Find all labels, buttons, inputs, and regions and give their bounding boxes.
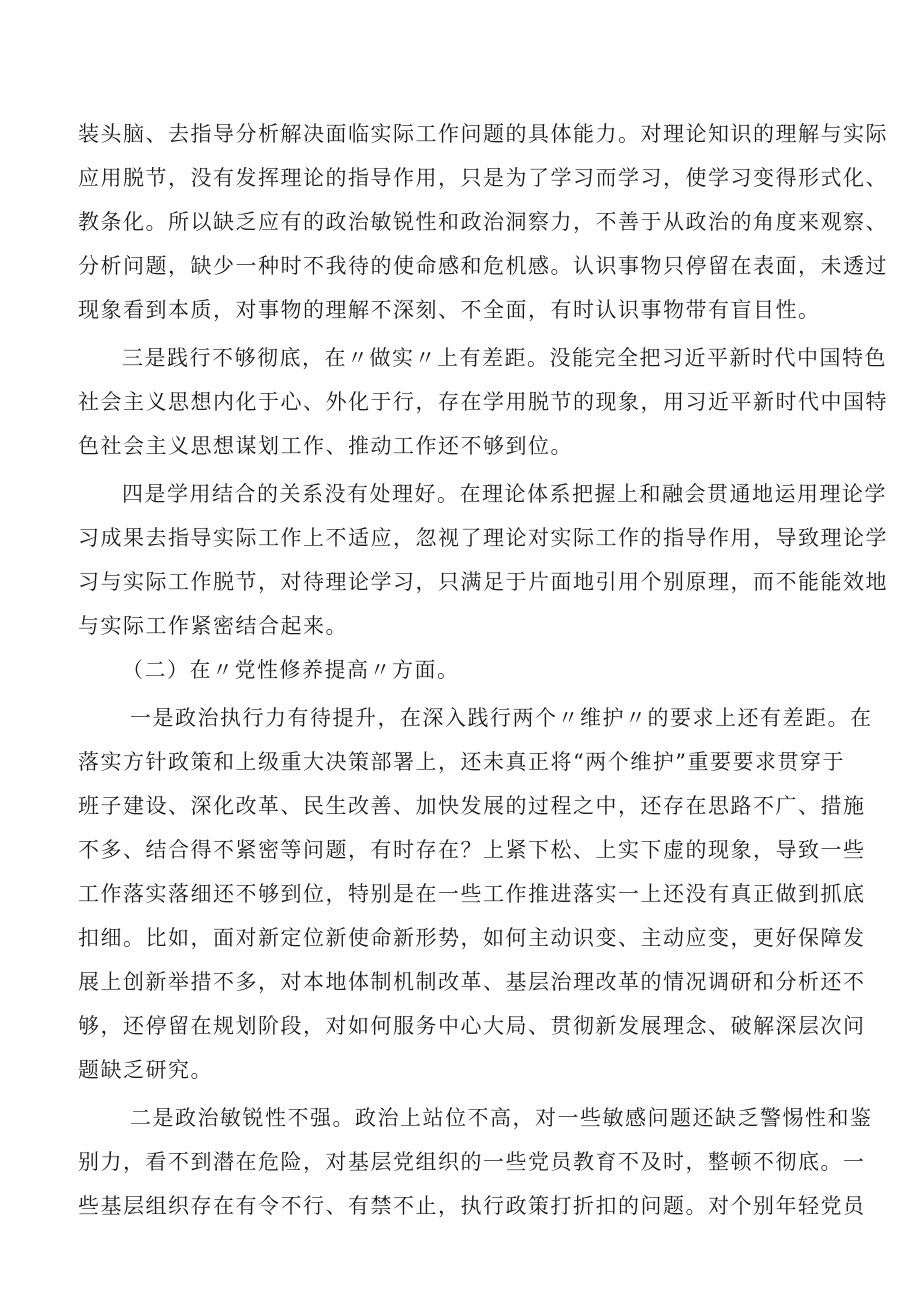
paragraph-4-line-4: 不多、结合得不紧密等问题，有时存在？上紧下松、上实下虚的现象，导致一些 [78, 838, 866, 862]
paragraph-3-line-4: 与实际工作紧密结合起来。 [78, 614, 348, 638]
paragraph-4-line-2: 落实方针政策和上级重大决策部署上，还未真正将“两个维护”重要要求贯穿于 [78, 750, 845, 774]
paragraph-3-line-3: 习与实际工作脱节，对待理论学习，只满足于片面地引用个别原理，而不能能效地 [78, 570, 888, 594]
paragraph-5-line-1: 二是政治敏锐性不强。政治上站位不高，对一些敏感问题还缺乏警惕性和鉴 [130, 1106, 873, 1130]
paragraph-4-line-1: 一是政治执行力有待提升，在深入践行两个〃维护〃的要求上还有差距。在 [130, 706, 873, 730]
paragraph-1-line-4: 分析问题，缺少一种时不我待的使命感和危机感。认识事物只停留在表面，未透过 [78, 254, 888, 278]
paragraph-4-line-5: 工作落实落细还不够到位，特别是在一些工作推进落实一上还没有真正做到抓底 [78, 882, 866, 906]
paragraph-4-line-7: 展上创新举措不多，对本地体制机制改革、基层治理改革的情况调研和分析还不 [78, 970, 866, 994]
paragraph-2-line-3: 色社会主义思想谋划工作、推动工作还不够到位。 [78, 434, 573, 458]
paragraph-4-line-8: 够，还停留在规划阶段，对如何服务中心大局、贯彻新发展理念、破解深层次问 [78, 1014, 866, 1038]
paragraph-5-line-3: 些基层组织存在有令不行、有禁不止，执行政策打折扣的问题。对个别年轻党员 [78, 1194, 866, 1218]
paragraph-3-line-1: 四是学用结合的关系没有处理好。在理论体系把握上和融会贯通地运用理论学 [122, 482, 887, 506]
paragraph-1-line-2: 应用脱节，没有发挥理论的指导作用，只是为了学习而学习，使学习变得形式化、 [78, 166, 888, 190]
paragraph-2-line-2: 社会主义思想内化于心、外化于行，存在学用脱节的现象，用习近平新时代中国特 [78, 390, 888, 414]
paragraph-3-line-2: 习成果去指导实际工作上不适应，忽视了理论对实际工作的指导作用，导致理论学 [78, 526, 888, 550]
paragraph-1-line-5: 现象看到本质，对事物的理解不深刻、不全面，有时认识事物带有盲目性。 [78, 298, 821, 322]
paragraph-4-line-6: 扣细。比如，面对新定位新使命新形势，如何主动识变、主动应变，更好保障发 [78, 926, 866, 950]
paragraph-4-line-9: 题缺乏研究。 [78, 1058, 213, 1082]
paragraph-2-line-1: 三是践行不够彻底，在〃做实〃上有差距。没能完全把习近平新时代中国特色 [122, 346, 887, 370]
paragraph-1-line-3: 教条化。所以缺乏应有的政治敏锐性和政治洞察力，不善于从政治的角度来观察、 [78, 210, 888, 234]
section-heading-2: （二）在〃党性修养提高〃方面。 [122, 658, 460, 682]
paragraph-1-line-1: 装头脑、去指导分析解决面临实际工作问题的具体能力。对理论知识的理解与实际 [78, 122, 888, 146]
paragraph-5-line-2: 别力，看不到潜在危险，对基层党组织的一些党员教育不及时，整顿不彻底。一 [78, 1150, 866, 1174]
paragraph-4-line-3: 班子建设、深化改革、民生改善、加快发展的过程之中，还存在思路不广、措施 [78, 794, 866, 818]
